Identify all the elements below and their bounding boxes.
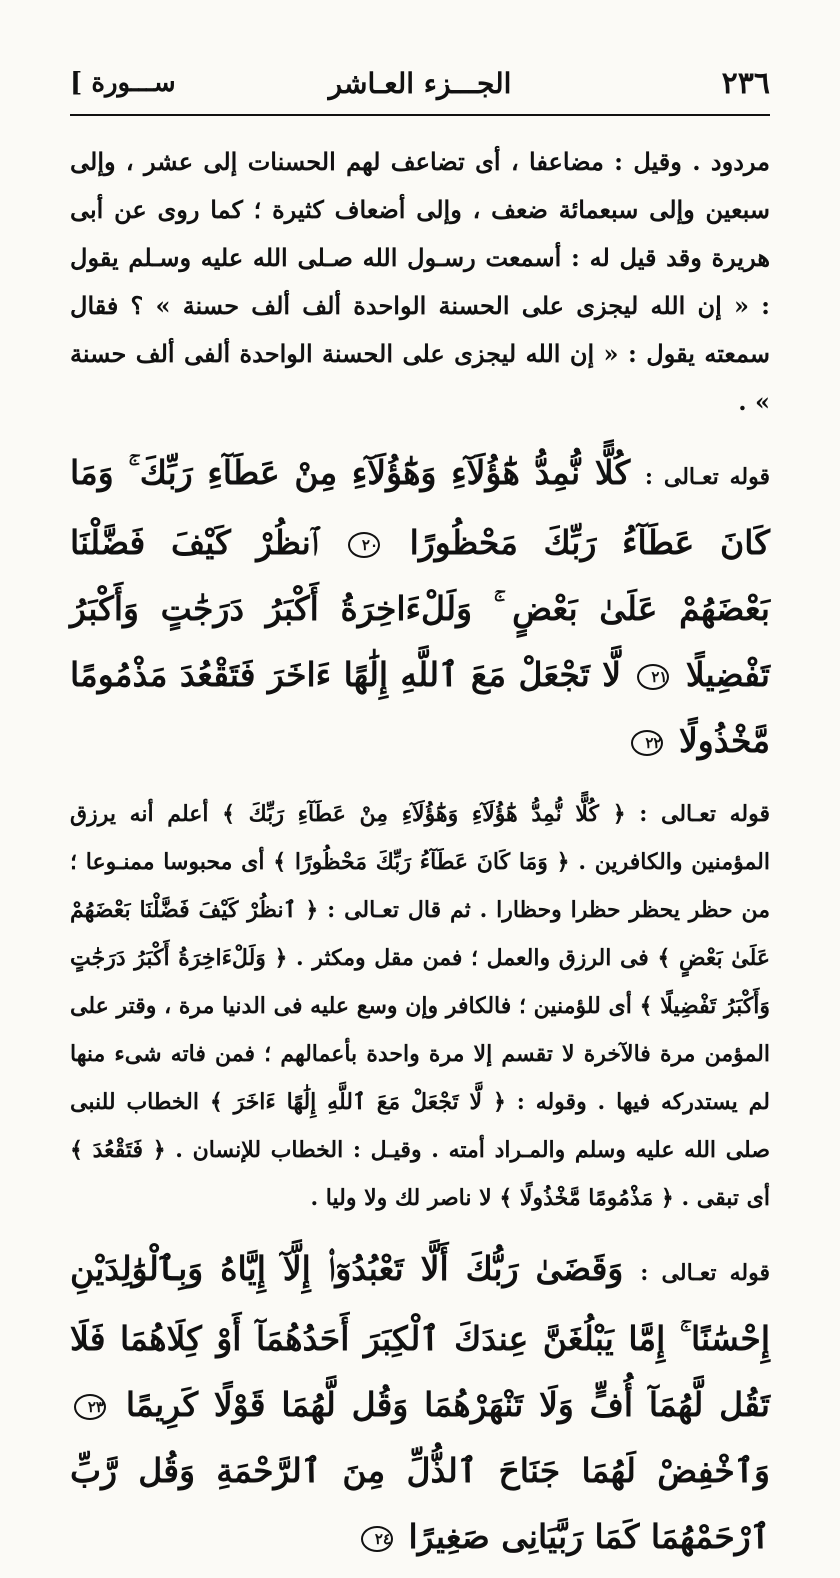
- verse-text-22: لَّا تَجْعَلْ مَعَ ٱللَّهِ إِلَٰهًا ءَاخَرَ فَتَقْعُدَ مَذْمُومًا مَّخْذُولًا: [70, 655, 770, 760]
- verse-text-21: ٱنظُرْ كَيْفَ فَضَّلْنَا بَعْضَهُمْ عَلَىٰ بَعْضٍ ۚ وَلَلْءَاخِرَةُ أَكْبَرُ دَرَجَٰتٍ وَأَكْبَرُ تَفْضِيلًا: [70, 523, 770, 694]
- verse-number-21: ٢١: [637, 664, 669, 690]
- verse-text-24: وَٱخْفِضْ لَهُمَا جَنَاحَ ٱلذُّلِّ مِنَ ٱلرَّحْمَةِ وَقُل رَّبِّ ٱرْحَمْهُمَا كَمَا رَبَّيَانِى صَغِيرًا: [70, 1451, 770, 1556]
- verse-number-22: ٢٢: [631, 730, 663, 756]
- header-rule: [70, 114, 770, 116]
- verse-lead-2: قوله تعـالى :: [640, 1260, 770, 1286]
- juz-title: الجـــزء العـاشر: [328, 66, 512, 100]
- commentary-paragraph-1: مردود . وقيل : مضاعفا ، أى تضاعف لهم الحسنات إلى عشر ، وإلى سبعين وإلى سبعمائة ضعف ، وإلى أضعاف كثيرة ؛ كما روى عن أبى هريرة وقد قيل له : أسمعت رسـول الله صـلى الله عليه وسـلم يقول : « إن الله ليجزى على الحسنة الواحدة ألف ألف حسنة » ؟ فقال سمعته يقول : « إن الله ليجزى على الحسنة الواحدة ألفى ألف حسنة » .: [70, 147, 770, 416]
- verse-text-23: وَقَضَىٰ رَبُّكَ أَلَّا تَعْبُدُوٓا۟ إِلَّآ إِيَّاهُ وَبِٱلْوَٰلِدَيْنِ إِحْسَٰنًا ۚ إِمَّا يَبْلُغَنَّ عِندَكَ ٱلْكِبَرَ أَحَدُهُمَآ أَوْ كِلَاهُمَا فَلَا تَقُل لَّهُمَآ أُفٍّ وَلَا تَنْهَرْهُمَا وَقُل لَّهُمَا قَوْلًا كَرِيمًا: [70, 1249, 770, 1424]
- verse-number-23: ٢٣: [74, 1394, 106, 1420]
- verse-number-20: ٢٠: [348, 532, 380, 558]
- page-number: ٢٣٦: [721, 65, 770, 101]
- surah-label: [ ســـورة: [70, 68, 176, 98]
- book-page: [70, 62, 770, 1578]
- verse-block-1: [70, 440, 770, 774]
- verse-text-20: كُلًّا نُّمِدُّ هَٰٓؤُلَآءِ وَهَٰٓؤُلَآءِ مِنْ عَطَآءِ رَبِّكَ ۚ وَمَا كَانَ عَطَآءُ رَبِّكَ مَحْظُورًا: [70, 453, 770, 562]
- verse-lead-1: قوله تعـالى :: [644, 464, 771, 490]
- verse-number-24: ٢٤: [361, 1526, 393, 1552]
- page-header: [70, 62, 770, 104]
- verse-block-2: [70, 1236, 770, 1570]
- commentary-paragraph-2: قوله تعـالى : ﴿ كُلًّا نُّمِدُّ هَٰٓؤُلَآءِ وَهَٰٓؤُلَآءِ مِنْ عَطَآءِ رَبِّكَ ﴾ أعلم أنه يرزق المؤمنين والكافرين . ﴿ وَمَا كَانَ عَطَآءُ رَبِّكَ مَحْظُورًا ﴾ أى محبوسا ممنـوعا ؛ من حظر يحظر حظرا وحظارا . ثم قال تعـالى : ﴿ ٱنظُرْ كَيْفَ فَضَّلْنَا بَعْضَهُمْ عَلَىٰ بَعْضٍ ﴾ فى الرزق والعمل ؛ فمن مقل ومكثر . ﴿ وَلَلْءَاخِرَةُ أَكْبَرُ دَرَجَٰتٍ وَأَكْبَرُ تَفْضِيلًا ﴾ أى للؤمنين ؛ فالكافر وإن وسع عليه فى الدنيا مرة ، وقتر على المؤمن مرة فالآخرة لا تقسم إلا مرة واحدة بأعمالهم ؛ فمن فاته شىء منها لم يستدركه فيها . وقوله : ﴿ لَّا تَجْعَلْ مَعَ ٱللَّهِ إِلَٰهًا ءَاخَرَ ﴾ الخطاب للنبى صلى الله عليه وسلم والمـراد أمته . وقيـل : الخطاب للإنسان . ﴿ فَتَقْعُدَ ﴾ أى تبقى . ﴿ مَذْمُومًا مَّخْذُولًا ﴾ لا ناصر لك ولا وليا .: [70, 801, 770, 1211]
